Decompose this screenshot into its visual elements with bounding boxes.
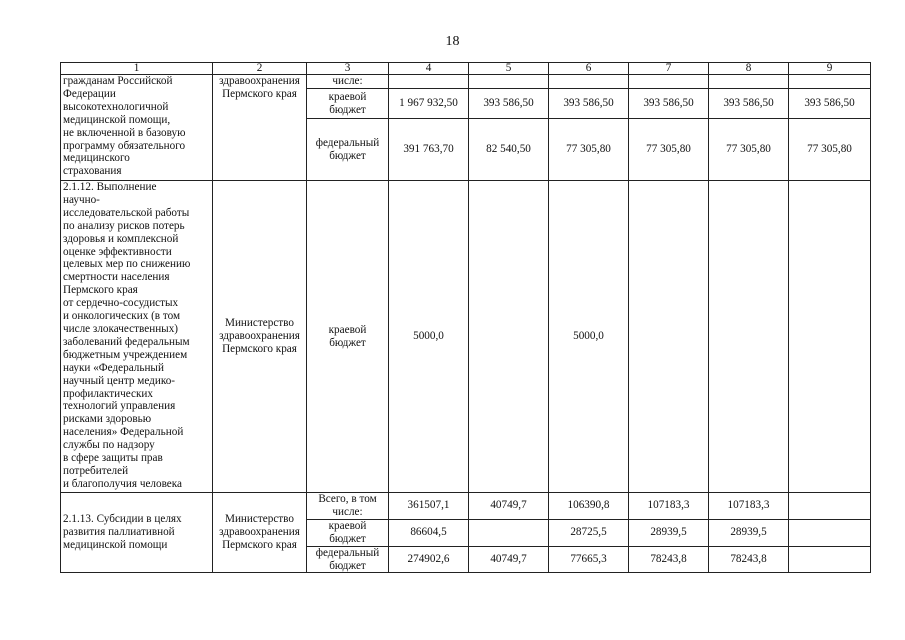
column-header: 2 — [213, 63, 307, 75]
column-header: 5 — [469, 63, 549, 75]
value-cell: 77 305,80 — [549, 119, 629, 181]
value-cell: 393 586,50 — [709, 89, 789, 119]
executor-name: здравоохранения Пермского края — [213, 75, 307, 181]
value-cell: 393 586,50 — [789, 89, 871, 119]
column-number-row — [61, 63, 871, 75]
value-cell: 274902,6 — [389, 546, 469, 573]
value-cell — [789, 519, 871, 546]
column-header: 1 — [61, 63, 213, 75]
value-cell: 393 586,50 — [629, 89, 709, 119]
value-cell — [709, 75, 789, 89]
value-cell — [629, 181, 709, 493]
value-cell — [469, 75, 549, 89]
value-cell — [469, 181, 549, 493]
value-cell — [629, 75, 709, 89]
value-cell: 28725,5 — [549, 519, 629, 546]
value-cell: 393 586,50 — [549, 89, 629, 119]
value-cell: 77 305,80 — [709, 119, 789, 181]
value-cell — [709, 181, 789, 493]
value-cell: 28939,5 — [709, 519, 789, 546]
value-cell: 77 305,80 — [629, 119, 709, 181]
value-cell: 5000,0 — [389, 181, 469, 493]
value-cell: 77 305,80 — [789, 119, 871, 181]
value-cell — [789, 546, 871, 573]
column-header: 4 — [389, 63, 469, 75]
value-cell: 107183,3 — [709, 493, 789, 520]
table-row — [61, 181, 871, 493]
column-header: 3 — [307, 63, 389, 75]
column-header: 7 — [629, 63, 709, 75]
value-cell — [789, 75, 871, 89]
column-header: 9 — [789, 63, 871, 75]
value-cell: 77665,3 — [549, 546, 629, 573]
funding-source: краевой бюджет — [307, 89, 389, 119]
activity-name: 2.1.13. Субсидии в целях развития паллиативной медицинской помощи — [61, 493, 213, 573]
budget-table — [60, 62, 871, 573]
value-cell: 391 763,70 — [389, 119, 469, 181]
page-number: 18 — [445, 34, 460, 49]
column-header: 6 — [549, 63, 629, 75]
value-cell — [789, 181, 871, 493]
funding-source: краевой бюджет — [307, 519, 389, 546]
activity-name: 2.1.12. Выполнение научно- исследовательской работы по анализу рисков потерь здоровья и комплексной оценке эффективности целевых мер по снижению смертности населения Пермского края от сердечно-сосудистых и онкологических (в том числе злокачественных) заболеваний федеральным бюджетным учреждением науки «Федеральный научный центр медико- профилактических технологий управления рисками здоровью населения» Федеральной службы по надзору в сфере защиты прав потребителей и благополучия человека — [61, 181, 213, 493]
value-cell: 78243,8 — [629, 546, 709, 573]
value-cell: 86604,5 — [389, 519, 469, 546]
funding-source: федеральный бюджет — [307, 546, 389, 573]
value-cell: 107183,3 — [629, 493, 709, 520]
executor-name: Министерство здравоохранения Пермского края — [213, 181, 307, 493]
table-row — [61, 493, 871, 520]
value-cell: 1 967 932,50 — [389, 89, 469, 119]
value-cell — [469, 519, 549, 546]
value-cell: 5000,0 — [549, 181, 629, 493]
executor-name: Министерство здравоохранения Пермского края — [213, 493, 307, 573]
funding-source: федеральный бюджет — [307, 119, 389, 181]
value-cell: 361507,1 — [389, 493, 469, 520]
funding-source: Всего, в том числе: — [307, 493, 389, 520]
value-cell — [789, 493, 871, 520]
funding-source: краевой бюджет — [307, 181, 389, 493]
value-cell: 28939,5 — [629, 519, 709, 546]
value-cell: 106390,8 — [549, 493, 629, 520]
value-cell: 78243,8 — [709, 546, 789, 573]
column-header: 8 — [709, 63, 789, 75]
table-row — [61, 75, 871, 89]
value-cell — [549, 75, 629, 89]
value-cell: 82 540,50 — [469, 119, 549, 181]
value-cell: 40749,7 — [469, 546, 549, 573]
value-cell — [389, 75, 469, 89]
value-cell: 40749,7 — [469, 493, 549, 520]
value-cell: 393 586,50 — [469, 89, 549, 119]
activity-name: гражданам Российской Федерации высокотехнологичной медицинской помощи, не включенной в базовую программу обязательного медицинского страхования — [61, 75, 213, 181]
funding-source: числе: — [307, 75, 389, 89]
